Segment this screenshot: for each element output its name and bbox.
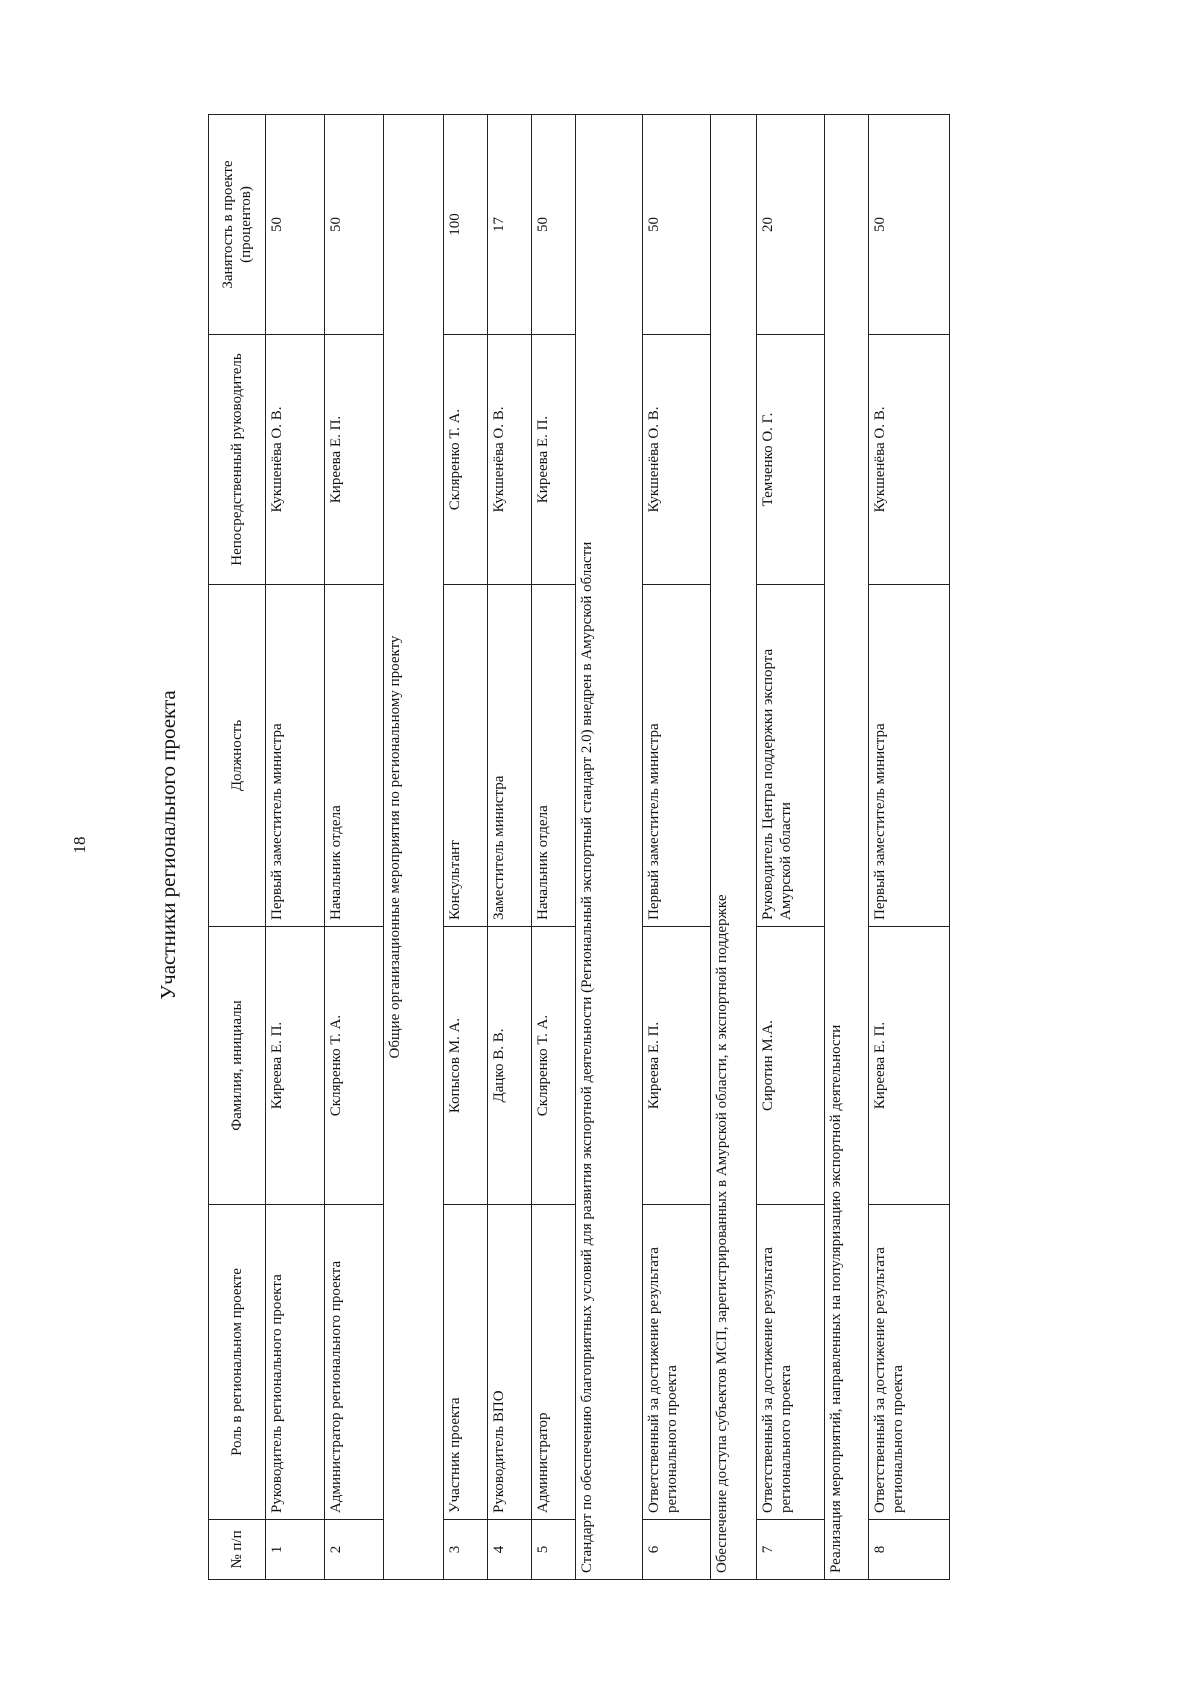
page-number: 18 [70, 836, 89, 854]
cell-num: 2 [325, 1520, 384, 1580]
table-row [488, 115, 532, 1580]
cell-name: Киреева Е. П. [265, 927, 324, 1205]
section-row [711, 115, 757, 1580]
cell-num: 1 [265, 1520, 324, 1580]
table-row [265, 115, 324, 1580]
cell-manager: Кукшенёва О. В. [265, 335, 324, 585]
section-heading: Общие организационные мероприятия по региональному проекту [384, 115, 444, 1580]
cell-name: Дацко В. В. [488, 927, 532, 1205]
cell-name: Киреева Е. П. [643, 927, 711, 1205]
cell-role: Администратор [531, 1205, 575, 1520]
header-num: № п/п [209, 1520, 266, 1580]
section-heading: Обеспечение доступа субъектов МСП, зарегистрированных в Амурской области, к экспортной поддержке [711, 115, 757, 1580]
cell-name: Копысов М. А. [444, 927, 488, 1205]
cell-position: Начальник отдела [531, 585, 575, 927]
cell-occupancy: 50 [531, 115, 575, 335]
cell-manager: Киреева Е. П. [531, 335, 575, 585]
cell-manager: Кукшенёва О. В. [488, 335, 532, 585]
header-position: Должность [209, 585, 266, 927]
cell-occupancy: 100 [444, 115, 488, 335]
cell-position: Заместитель министра [488, 585, 532, 927]
table-row [444, 115, 488, 1580]
cell-num: 3 [444, 1520, 488, 1580]
section-heading: Стандарт по обеспечению благоприятных условий для развития экспортной деятельности (Региональный экспортный стандарт 2.0) внедрен в Амурской области [575, 115, 643, 1580]
table-row [531, 115, 575, 1580]
document-page [70, 110, 1000, 1580]
header-manager: Непосредственный руководитель [209, 335, 266, 585]
cell-manager: Кукшенёва О. В. [643, 335, 711, 585]
cell-manager: Темченко О. Г. [757, 335, 825, 585]
cell-occupancy: 50 [325, 115, 384, 335]
section-heading: Реализация мероприятий, направленных на популяризацию экспортной деятельности [825, 115, 869, 1580]
table-row [643, 115, 711, 1580]
cell-num: 7 [757, 1520, 825, 1580]
cell-name: Сиротин М.А. [757, 927, 825, 1205]
cell-occupancy: 17 [488, 115, 532, 335]
cell-manager: Кукшенёва О. В. [868, 335, 949, 585]
cell-occupancy: 50 [643, 115, 711, 335]
cell-position: Руководитель Центра поддержки экспорта Амурской области [757, 585, 825, 927]
cell-position: Первый заместитель министра [265, 585, 324, 927]
section-row [575, 115, 643, 1580]
table-row [757, 115, 825, 1580]
cell-role: Ответственный за достижение результата регионального проекта [868, 1205, 949, 1520]
cell-role: Ответственный за достижение результата регионального проекта [757, 1205, 825, 1520]
table-row [325, 115, 384, 1580]
cell-name: Киреева Е. П. [868, 927, 949, 1205]
cell-name: Скляренко Т. А. [325, 927, 384, 1205]
cell-position: Первый заместитель министра [868, 585, 949, 927]
cell-occupancy: 20 [757, 115, 825, 335]
cell-position: Консультант [444, 585, 488, 927]
cell-role: Администратор регионального проекта [325, 1205, 384, 1520]
cell-num: 6 [643, 1520, 711, 1580]
cell-position: Первый заместитель министра [643, 585, 711, 927]
cell-role: Руководитель регионального проекта [265, 1205, 324, 1520]
cell-num: 5 [531, 1520, 575, 1580]
section-row [384, 115, 444, 1580]
cell-role: Ответственный за достижение результата регионального проекта [643, 1205, 711, 1520]
cell-occupancy: 50 [265, 115, 324, 335]
cell-position: Начальник отдела [325, 585, 384, 927]
header-role: Роль в региональном проекте [209, 1205, 266, 1520]
table-row [868, 115, 949, 1580]
cell-num: 4 [488, 1520, 532, 1580]
cell-occupancy: 50 [868, 115, 949, 335]
header-occupancy: Занятость в проекте (процентов) [209, 115, 266, 335]
document-title: Участники регионального проекта [156, 690, 180, 1000]
cell-role: Участник проекта [444, 1205, 488, 1520]
cell-manager: Киреева Е. П. [325, 335, 384, 585]
cell-role: Руководитель ВПО [488, 1205, 532, 1520]
table-header-row [209, 115, 266, 1580]
header-name: Фамилия, инициалы [209, 927, 266, 1205]
participants-table [208, 114, 950, 1580]
section-row [825, 115, 869, 1580]
cell-manager: Скляренко Т. А. [444, 335, 488, 585]
cell-name: Скляренко Т. А. [531, 927, 575, 1205]
cell-num: 8 [868, 1520, 949, 1580]
